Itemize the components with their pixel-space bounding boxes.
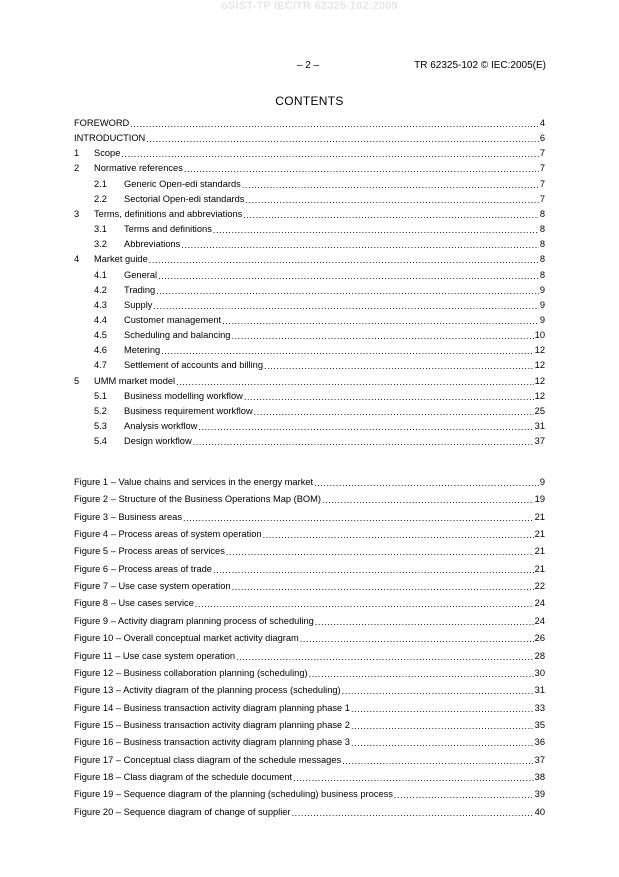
toc-entry-number: 4.4	[94, 314, 107, 325]
toc-entry-number: 3.1	[94, 224, 107, 235]
figure-entry[interactable]	[74, 477, 545, 490]
figure-entry-title: Figure 11 – Use case system operation	[74, 650, 236, 661]
figure-entry-page: 21	[534, 563, 545, 574]
toc-entry-title: Scope	[94, 148, 121, 159]
dot-leader	[315, 617, 534, 628]
figure-entry-title: Figure 5 – Process areas of services	[74, 546, 225, 557]
figure-entry[interactable]	[74, 737, 545, 750]
toc-entry-page: 7	[539, 178, 545, 189]
dot-leader	[263, 530, 534, 541]
figure-entry-page: 28	[534, 650, 545, 661]
toc-entry-title: Normative references	[94, 163, 183, 174]
toc-entry-title: Business requirement workflow	[124, 405, 253, 416]
toc-entry[interactable]	[74, 330, 545, 343]
toc-entry-page: 12	[534, 390, 545, 401]
figure-entry-page: 21	[534, 546, 545, 557]
page-title: CONTENTS	[275, 94, 344, 108]
toc-entry[interactable]	[74, 406, 545, 419]
figure-entry-page: 38	[534, 771, 545, 782]
toc-entry[interactable]	[74, 270, 545, 283]
toc-entry-page: 37	[534, 436, 545, 447]
toc-entry-number: 4.5	[94, 330, 107, 341]
dot-leader	[342, 756, 533, 767]
toc-entry-title: Analysis workflow	[124, 421, 198, 431]
figure-entry[interactable]	[74, 685, 545, 698]
dot-leader	[309, 669, 534, 680]
document-reference: TR 62325-102 © IEC:2005(E)	[414, 60, 546, 71]
figure-entry[interactable]	[74, 807, 545, 820]
figure-entry-title: Figure 12 – Business collaboration planning (scheduling)	[74, 667, 308, 678]
dot-leader	[292, 808, 534, 819]
toc-entry-page: 8	[539, 239, 545, 250]
figure-entry[interactable]	[74, 581, 545, 594]
figure-entry-title: Figure 8 – Use cases service	[74, 598, 194, 609]
toc-entry-page: 6	[539, 133, 545, 144]
figure-entry-title: Figure 7 – Use case system operation	[74, 581, 231, 592]
toc-entry-number: 2.1	[94, 178, 107, 189]
dot-leader	[314, 478, 539, 489]
toc-entry-number: 4.2	[94, 284, 107, 295]
toc-entry[interactable]	[74, 376, 545, 389]
dot-leader	[222, 316, 539, 327]
figure-entry-title: Figure 20 – Sequence diagram of change of supplier	[74, 806, 291, 817]
figure-entry-page: 31	[534, 685, 545, 696]
figure-entry[interactable]	[74, 720, 545, 733]
dot-leader	[183, 513, 534, 524]
toc-entry-number: 3	[74, 208, 80, 219]
figure-entry-title: Figure 2 – Structure of the Business Operations Map (BOM)	[74, 494, 321, 505]
dot-leader	[351, 738, 534, 749]
toc-entry[interactable]	[74, 315, 545, 328]
figure-entry[interactable]	[74, 668, 545, 681]
toc-entry-page: 7	[539, 163, 545, 174]
dot-leader	[351, 704, 534, 715]
toc-entry-page: 8	[539, 208, 545, 219]
toc-entry[interactable]	[74, 209, 545, 222]
figure-entry[interactable]	[74, 598, 545, 611]
toc-entry-title: Terms and definitions	[124, 224, 212, 235]
figure-entry-title: Figure 1 – Value chains and services in the energy market	[74, 477, 314, 487]
dot-leader	[121, 149, 538, 160]
figure-entry-page: 33	[534, 702, 545, 713]
toc-entry-title: General	[124, 269, 158, 280]
figure-entry[interactable]	[74, 772, 545, 785]
toc-entry-title: Generic Open-edi standards	[124, 178, 241, 189]
toc-entry-number: 4.7	[94, 360, 107, 371]
dot-leader	[231, 331, 533, 342]
figure-entry-page: 19	[534, 494, 545, 505]
watermark: oSIST-TP IEC/TR 62325-102:2009	[221, 0, 398, 12]
dot-leader	[176, 377, 534, 388]
dot-leader	[232, 582, 534, 593]
toc-entry-page: 8	[539, 224, 545, 235]
toc-entry-number: 5.4	[94, 436, 107, 447]
toc-entry-title: Scheduling and balancing	[124, 330, 231, 341]
toc-entry-title: Design workflow	[124, 436, 192, 447]
dot-leader	[236, 652, 534, 663]
toc-entry-number: 4	[74, 254, 80, 265]
toc-entry-number: 4.1	[94, 269, 107, 280]
toc-entry-number: 1	[74, 148, 80, 159]
toc-entry-title: FOREWORD	[74, 118, 130, 128]
figure-entry-title: Figure 16 – Business transaction activity diagram planning phase 3	[74, 737, 350, 748]
toc-entry-page: 7	[539, 148, 545, 159]
toc-entry-page: 4	[539, 118, 545, 128]
toc-entry[interactable]	[74, 179, 545, 192]
figure-entry-page: 35	[534, 719, 545, 730]
toc-entry[interactable]	[74, 239, 545, 252]
figure-entry[interactable]	[74, 703, 545, 716]
toc-entry[interactable]	[74, 133, 545, 146]
figure-entry-page: 26	[534, 633, 545, 644]
toc-entry-number: 5.2	[94, 405, 107, 416]
dot-leader	[193, 437, 534, 448]
dot-leader	[153, 301, 538, 312]
figure-entry-title: Figure 10 – Overall conceptual market activity diagram	[74, 633, 299, 644]
toc-entry-page: 12	[534, 345, 545, 356]
toc-entry[interactable]	[74, 118, 545, 131]
dot-leader	[351, 721, 534, 732]
toc-entry-title: Metering	[124, 345, 161, 356]
figure-entry-page: 24	[534, 598, 545, 609]
figure-entry-title: Figure 14 – Business transaction activity diagram planning phase 1	[74, 702, 350, 713]
dot-leader	[195, 599, 534, 610]
figure-entry[interactable]	[74, 616, 545, 629]
toc-entry-number: 3.2	[94, 239, 107, 250]
figure-entry-title: Figure 4 – Process areas of system operation	[74, 529, 262, 540]
toc-entry-number: 4.3	[94, 299, 107, 310]
dot-leader	[226, 547, 534, 558]
toc-entry-page: 9	[539, 284, 545, 295]
figure-entry-title: Figure 3 – Business areas	[74, 511, 183, 522]
dot-leader	[181, 240, 538, 251]
toc-entry-page: 8	[539, 269, 545, 280]
dot-leader	[244, 392, 534, 403]
toc-entry[interactable]	[74, 254, 545, 267]
dot-leader	[213, 225, 539, 236]
toc-entry-page: 12	[534, 375, 545, 386]
toc-entry[interactable]	[74, 285, 545, 298]
toc-entry-page: 7	[539, 193, 545, 204]
figure-entry-title: Figure 6 – Process areas of trade	[74, 563, 212, 574]
figure-entry-page: 22	[534, 581, 545, 592]
toc-entry[interactable]	[74, 224, 545, 237]
toc-entry-title: Sectorial Open-edi standards	[124, 193, 245, 204]
toc-entry-number: 5.3	[94, 421, 107, 431]
dot-leader	[149, 255, 539, 266]
figure-entry[interactable]	[74, 494, 545, 507]
figure-entry-page: 24	[534, 615, 545, 626]
toc-entry-number: 5.1	[94, 390, 107, 401]
dot-leader	[242, 180, 539, 191]
figure-entry-page: 36	[534, 737, 545, 748]
dot-leader	[161, 346, 533, 357]
dot-leader	[213, 565, 534, 576]
toc-entry-number: 4.6	[94, 345, 107, 356]
toc-entry[interactable]	[74, 163, 545, 176]
dot-leader	[243, 210, 539, 221]
toc-entry-title: Trading	[124, 284, 156, 295]
toc-entry[interactable]	[74, 421, 545, 434]
figure-entry[interactable]	[74, 564, 545, 577]
toc-entry-title: INTRODUCTION	[74, 133, 146, 144]
figure-entry[interactable]	[74, 512, 545, 525]
dot-leader	[264, 361, 534, 372]
figure-entry-page: 21	[534, 511, 545, 522]
toc-entry-number: 5	[74, 375, 80, 386]
figure-entry[interactable]	[74, 651, 545, 664]
figure-entry[interactable]	[74, 789, 545, 802]
dot-leader	[322, 495, 534, 506]
figure-entry[interactable]	[74, 633, 545, 646]
dot-leader	[293, 773, 534, 784]
toc-entry-page: 9	[539, 299, 545, 310]
dot-leader	[158, 271, 539, 282]
toc-entry-title: Settlement of accounts and billing	[124, 360, 264, 371]
toc-entry[interactable]	[74, 194, 545, 207]
dot-leader	[342, 686, 534, 697]
dot-leader	[254, 407, 534, 418]
toc-entry-title: Business modelling workflow	[124, 390, 243, 401]
dot-leader	[184, 164, 539, 175]
dot-leader	[156, 286, 539, 297]
toc-entry-title: Terms, definitions and abbreviations	[94, 208, 243, 219]
toc-entry-title: Customer management	[124, 314, 222, 325]
toc-entry-title: Abbreviations	[124, 239, 181, 250]
figure-entry[interactable]	[74, 546, 545, 559]
dot-leader	[300, 634, 534, 645]
figure-entry-title: Figure 9 – Activity diagram planning process of scheduling	[74, 615, 314, 626]
figure-entry-title: Figure 15 – Business transaction activity diagram planning phase 2	[74, 719, 350, 730]
toc-entry-title: Market guide	[94, 254, 148, 265]
figure-entry[interactable]	[74, 529, 545, 542]
figure-entry-page: 37	[534, 754, 545, 765]
toc-entry[interactable]	[74, 345, 545, 358]
dot-leader	[198, 422, 533, 433]
toc-entry[interactable]	[74, 148, 545, 161]
toc-entry-page: 12	[534, 360, 545, 371]
toc-entry-page: 8	[539, 254, 545, 265]
figure-entry-title: Figure 13 – Activity diagram of the planning process (scheduling)	[74, 685, 341, 696]
toc-entry[interactable]	[74, 391, 545, 404]
toc-entry[interactable]	[74, 360, 545, 373]
dot-leader	[130, 119, 539, 130]
page-number: – 2 –	[296, 60, 320, 71]
toc-entry-number: 2	[74, 163, 80, 174]
toc-entry-title: Supply	[124, 299, 153, 310]
toc-entry-page: 10	[534, 330, 545, 341]
figure-entry-page: 39	[534, 789, 545, 800]
toc-entry-page: 25	[534, 405, 545, 416]
dot-leader	[394, 790, 534, 801]
figure-entry-title: Figure 19 – Sequence diagram of the planning (scheduling) business process	[74, 789, 393, 800]
toc-entry-page: 9	[539, 314, 545, 325]
figure-entry-page: 40	[534, 806, 545, 817]
dot-leader	[245, 195, 538, 206]
toc-entry[interactable]	[74, 436, 545, 449]
figure-entry[interactable]	[74, 755, 545, 768]
figure-entry-page: 21	[534, 529, 545, 540]
toc-entry-page: 31	[534, 421, 545, 431]
dot-leader	[146, 134, 539, 145]
figure-entry-title: Figure 17 – Conceptual class diagram of the schedule messages	[74, 754, 342, 765]
toc-entry[interactable]	[74, 300, 545, 313]
toc-entry-number: 2.2	[94, 193, 107, 204]
toc-entry-title: UMM market model	[94, 375, 176, 386]
figure-entry-page: 30	[534, 667, 545, 678]
figure-entry-title: Figure 18 – Class diagram of the schedule document	[74, 771, 293, 782]
figure-entry-page: 9	[539, 477, 545, 487]
